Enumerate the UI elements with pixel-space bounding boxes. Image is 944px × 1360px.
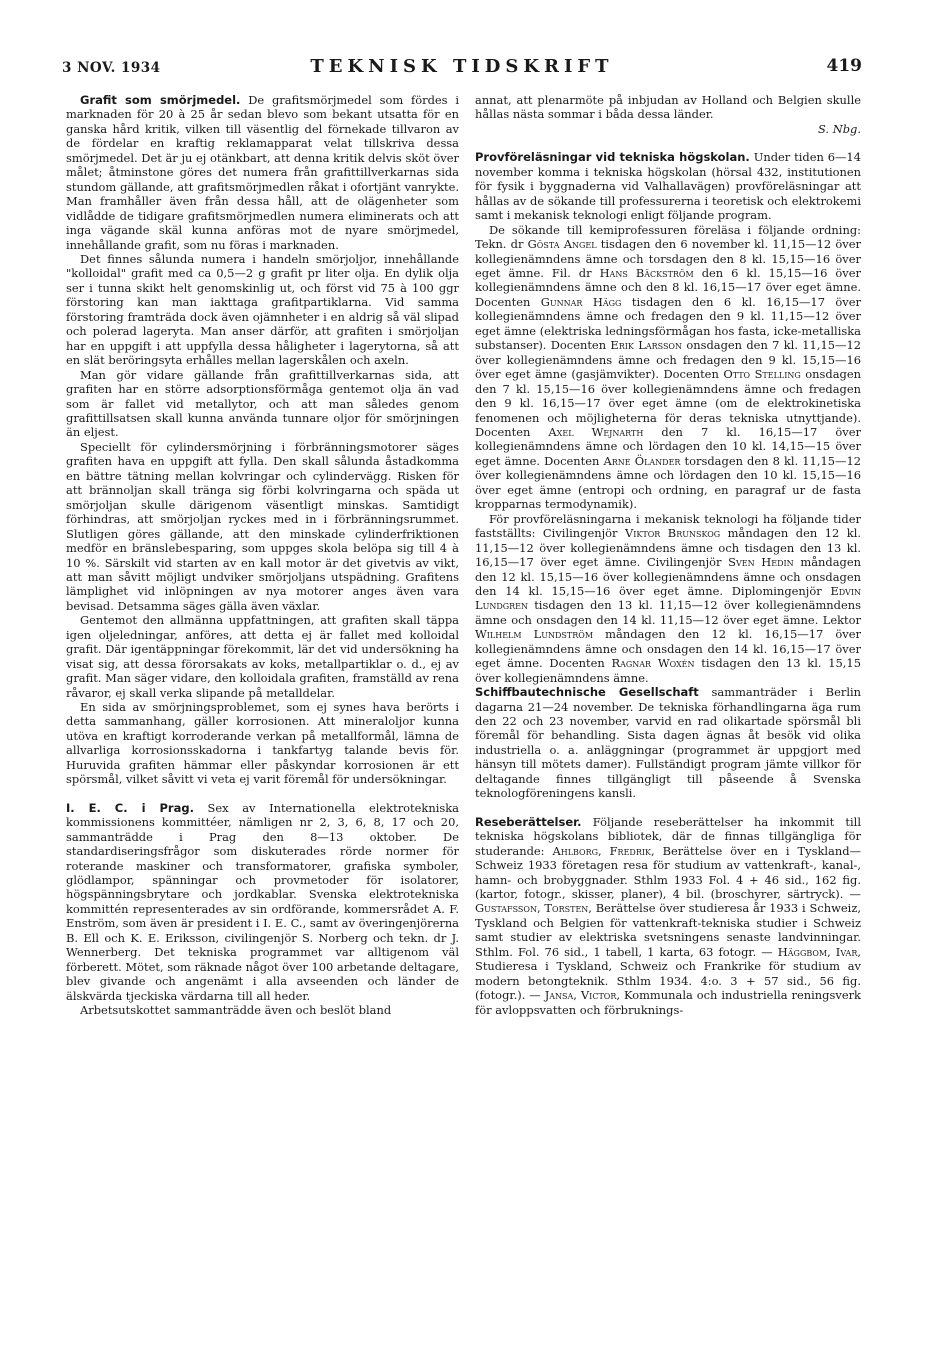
grafit-paragraph-2: Det finnes sålunda numera i handeln smörjoljor, innehållande "kolloidal" grafit med ca 0,5—2 g grafit pr liter olja. En dylik olja ser i tunna skikt helt genomskinlig ut, och först vid 75 à 100 ggr förstoring kan man iakttaga grafitpartiklarna. Vid samma förstoring framträda dock även ojämnheter i en aldrig så väl slipad och polerad lageryta. Man anser därför, att grafiten i smörjoljan har en uppgift i att uppfylla dessa håligheter i lagerytorna, så att en slät beröringsyta erhålles mellan lagerskålen och axeln. — [66, 251, 459, 368]
person-name: Wilhelm Lundström — [475, 627, 594, 642]
prov-text: tisdagen den 6 november kl. 11,15—12 över kollegienämndens ämne och torsdagen den 8 kl. 15,15—16 över eget ämne. Fil. dr — [475, 237, 861, 280]
prov-text: måndagen den 12 kl. 15,15—16 över kollegienämndens ämne och onsdagen den 14 kl. 15,15—16 över eget ämne. Diplomingenjör — [475, 555, 861, 598]
person-name: Otto Stelling — [723, 367, 801, 382]
person-name: Sven Hedin — [728, 555, 794, 570]
person-name: Gunnar Hägg — [540, 294, 622, 309]
prov-text: den 6 kl. 15,15—16 över kollegienämndens ämne och den 8 kl. 16,15—17 över eget ämne. Docenten — [475, 265, 861, 309]
prov-text: torsdagen den 8 kl. 11,15—12 över kollegienämndens ämne och lördagen den 10 kl. 15,15—16 över eget ämne (entropi och ordning, en paragraf ur de fasta kropparnas termodynamik). — [475, 453, 861, 512]
page-header — [62, 52, 862, 82]
prov-text-1: Under tiden 6—14 november komma i tekniska högskolan (hörsal 432, institutionen för fysik i byggnaderna vid Valhallavägen) provföreläsningar att hållas av de sökande till professurerna i teoretisk och elektrokemi samt i mekanisk teknologi enligt följande program. — [475, 150, 861, 223]
person-name: Jansa, Victor, — [544, 988, 620, 1003]
person-name: Axel Wejnarth — [548, 424, 644, 439]
left-column — [66, 93, 459, 1018]
prov-text: onsdagen den 7 kl. 11,15—12 över kollegienämndens ämne och fredagen den 9 kl. 15,15—16 över eget ämne (gasjämvikter). Docenten — [475, 338, 862, 382]
person-name: Ahlborg, Fredrik, — [552, 843, 655, 858]
prov-text: tisdagen den 13 kl. 15,15 över kollegienämndens ämne. — [475, 656, 861, 685]
prov-text: tisdagen den 6 kl. 16,15—17 över kollegienämndens ämne och fredagen den 9 kl. 11,15—12 över eget ämne (elektriska ledningsförmågan hos fasta, icke-metalliska substanser). Docenten — [475, 294, 862, 353]
person-name: Gösta Angel — [527, 237, 597, 252]
section-gap — [66, 787, 459, 801]
prov-paragraph-2 — [475, 223, 861, 512]
person-name: Häggbom, Ivar, — [777, 944, 861, 959]
person-name: Erik Larsson — [610, 338, 682, 353]
page-number: 419 — [826, 56, 862, 76]
grafit-paragraph-4: Speciellt för cylindersmörjning i förbränningsmotorer säges grafiten hava en uppgift att fylla. Den skall sålunda åstadkomma en bättre tätning mellan kolvringar och cylindervägg. Risken för att brännoljan skall tränga sig förbi kolvringarna och späda ut smörjoljan skulle därigenom väsentligt minskas. Samtidigt förhindras, att smörjoljan ryckes med in i förbränningsrummet. Slutligen göres gällande, att den minskade cylinderfriktionen medför en bränslebesparing, som uppges skola belöpa sig till 4 à 10 %. Särskilt vid starten av en kall motor är det givetvis av vikt, att man såvitt möjligt undviker smörjoljans utspädning. Grafitens lämplighet vid inlöpningen av nya motorer anges även vara bevisad. Detsamma säges gälla även växlar. — [66, 439, 459, 613]
grafit-paragraph-3: Man gör vidare gällande från grafittillverkarnas sida, att grafiten har en större adsorptionsförmåga gentemot olja än vad som är fallet vid metallytor, och att man således genom grafittillsatsen skall kunna använda tunnare oljor för smörjningen än eljest. — [66, 367, 459, 440]
person-name: Viktor Brunskog — [625, 526, 721, 541]
rese-heading: Reseberättelser. — [475, 814, 582, 829]
rese-text: Kommunala och industriella reningsverk för avloppsvatten och förbruknings- — [475, 988, 861, 1017]
schiff-text: sammanträder i Berlin dagarna 21—24 november. De tekniska förhandlingarna äga rum den 22 och 23 november, varvid en rad olikartade spörsmål bli föremål för behandling. Sista dagen ägnas åt besök vid olika industriella o. a. anläggningar (programmet är uppgjort med hänsyn till mötets damer). Fullständigt program jämte villkor för deltagande finnes tillgängligt till påseende å Svenska teknologföreningens kansli. — [475, 685, 861, 801]
prov-text: För provföreläsningarna i mekanisk teknologi ha följande tider fastställts: Civilingenjör — [475, 511, 861, 541]
prov-paragraph-3 — [475, 512, 861, 685]
prov-text: måndagen den 12 kl. 11,15—12 över kollegienämndens ämne och tisdagen den 13 kl. 16,15—17 över eget ämne. Civilingenjör — [475, 526, 862, 570]
prov-heading: Provföreläsningar vid tekniska högskolan. — [475, 150, 750, 165]
iec-paragraph-1 — [66, 801, 459, 1003]
prov-paragraph-1 — [475, 150, 861, 222]
iec-paragraph-2: Arbetsutskottet sammanträdde även och beslöt bland — [80, 1003, 392, 1018]
person-name: Hans Bäckström — [599, 265, 694, 280]
grafit-paragraph-6: En sida av smörjningsproblemet, som ej synes hava berörts i detta sammanhang, gäller korrosionen. Att mineraloljor kunna utöva en kraftigt korroderande verkan på metallformål, lämna de allvarliga korrosionsskadorna i tankfartyg talande bevis för. Huruvida grafiten hämmar eller påskyndar korrosionen är ett spörsmål, vilket såvitt vi veta ej varit föremål för undersökningar. — [66, 700, 459, 787]
prov-text: De sökande till kemiprofessuren föreläsa i följande ordning: Tekn. dr — [475, 222, 861, 252]
prov-text: måndagen den 12 kl. 16,15—17 över kollegienämndens ämne och onsdagen den 14 kl. 16,15—17 över eget ämne. Docenten — [475, 627, 861, 671]
grafit-heading: Grafit som smörjmedel. — [80, 93, 241, 107]
iec-signature: S. Nbg. — [818, 121, 861, 136]
person-name: Arne Ölander — [603, 453, 681, 468]
rese-text: Berättelse över studieresa år 1933 i Schweiz, Tyskland och Belgien för vattenkraft-tekniska studier i Schweiz samt studier av elektriska svetsningens senaste landvinningar. Sthlm. Fol. 76 sid., 1 tabell, 1 karta, 63 fotogr. — — [475, 901, 861, 959]
iec-text-1: Sex av Internationella elektrotekniska kommissionens kommittéer, nämligen nr 2, 3, 6, 8, 17 och 20, sammanträdde i Prag den 8—13 oktober. De standardiseringsfrågor som diskuterades rörde normer för roterande maskiner och transformatorer, grafiska symboler, glödlampor, spänningar och provmetoder för isolatorer, högspänningsbrytare och jordkablar. Svenska elektrotekniska kommittén representerades av sin ordförande, kommersrådet A. F. Enström, som även är president i I. E. C., samt av överingenjörerna B. Ell och K. E. Eriksson, civilingenjör S. Norberg och tekn. dr J. Wennerberg. Det tekniska programmet var alltigenom väl förberett. Mötet, som räknade något över 100 arbetande deltagare, blev givande och angenämt i alla avseenden och länder de älskvärda tjeckiska värdarna till all heder. — [66, 800, 459, 1003]
rese-text: Berättelse över en i Tyskland—Schweiz 1933 företagen resa för studium av vattenkraft-, kanal-, hamn- och brobyggnader. Sthlm 1933 Fol. 4 + 46 sid., 162 fig. (kartor, fotogr., skisser, planer), 4 bil. (broschyrer, särtryck). — — [475, 843, 862, 902]
person-name: Ragnar Woxén — [611, 656, 695, 671]
prov-text: den 7 kl. 16,15—17 över kollegienämndens ämne och lördagen den 10 kl. 14,15—15 över eget ämne. Docenten — [475, 424, 861, 468]
iec-continuation: annat, att plenarmöte på inbjudan av Holland och Belgien skulle hållas nästa sommar i båda dessa länder. — [475, 93, 861, 122]
journal-title: TEKNISK TIDSKRIFT — [310, 56, 614, 77]
right-column — [475, 93, 861, 1017]
rese-paragraph — [475, 815, 861, 1017]
rese-text: Följande reseberättelser ha inkommit till tekniska högskolans bibliotek, där de finnas tillgängliga för studerande: — [475, 814, 861, 858]
person-name: Edvin Lundgren — [475, 583, 861, 613]
grafit-paragraph-5: Gentemot den allmänna uppfattningen, att grafiten skall täppa igen oljeledningar, anföres, att detta ej är fallet med kolloidal grafit. Där igentäppningar förekommit, lär det vid undersökning ha visat sig, att dessa förorsakats av koks, metallpartiklar o. d., ej av grafit. Man säger vidare, den kolloidala grafiten, framställd av rena råvaror, ej skall verka slipande på metalldelar. — [66, 613, 459, 700]
rese-text: Studieresa i Tyskland, Schweiz och Frankrike för studium av modern betongteknik. Sthlm 1934. 4:o. 3 + 57 sid., 56 fig. (fotogr.). — — [475, 959, 861, 1003]
iec-heading: I. E. C. i Prag. — [66, 800, 194, 815]
person-name: Gustafsson, Torsten, — [475, 901, 592, 916]
section-gap — [475, 801, 861, 815]
prov-text: onsdagen den 7 kl. 15,15—16 över kollegienämndens ämne och fredagen den 9 kl. 16,15—17 över eget ämne (om de elektrokinetiska fenomenen och möjligheterna för deras tekniska utnyttjande). Docenten — [475, 367, 861, 439]
section-gap — [475, 136, 861, 150]
grafit-paragraph-1 — [66, 93, 459, 252]
schiff-paragraph — [475, 685, 861, 801]
schiff-heading: Schiffbautechnische Gesellschaft — [475, 685, 699, 700]
issue-date: 3 NOV. 1934 — [62, 60, 161, 76]
prov-text: tisdagen den 13 kl. 11,15—12 över kollegienämndens ämne och onsdagen den 14 kl. 11,15—12 över eget ämne. Lektor — [475, 598, 861, 627]
grafit-text-1: De grafitsmörjmedel som fördes i marknaden för 20 à 25 år sedan blevo som bekant utsatta för en ganska hård kritik, vilken till väsentlig del förnekade tillvaron av de fördelar en kraftig reklamapparat velat tillskriva dessa smörjmedel. Det är ju ej otänkbart, att denna kritik delvis sköt över målet; åtminstone göres det numera från grafittillverkarnas sida stundom gällande, att grafitsmörjmedlen råkat i ofortjänt vanrykte. Man framhåller även från dessa håll, att de olägenheter som vidlådde de tidigare grafitsmörjmedlen numera eliminerats och att inga vägande skäl kunna anföras mot de nyare smörjmedel, innehållande grafit, som nu föras i marknaden. — [66, 93, 459, 252]
